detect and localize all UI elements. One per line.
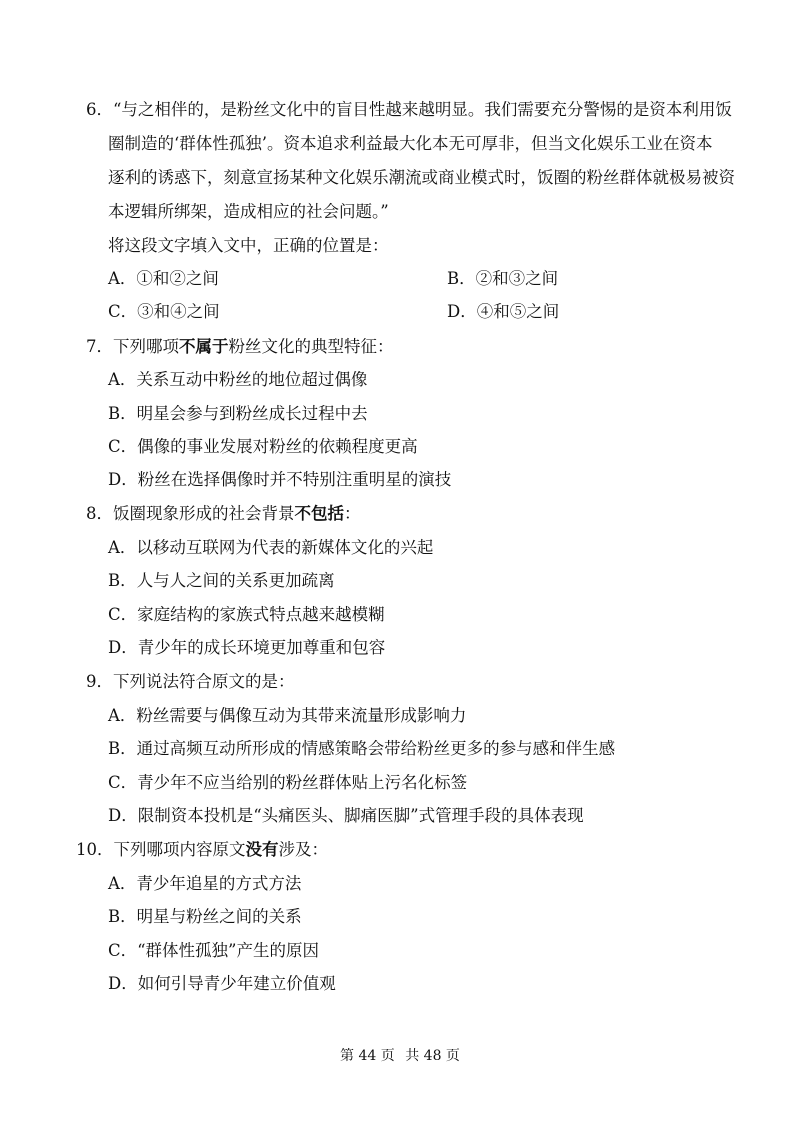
- q9-option-b: B．通过高频互动所形成的情感策略会带给粉丝更多的参与感和伴生感: [108, 739, 616, 758]
- q7-option-a: A．关系互动中粉丝的地位超过偶像: [108, 370, 368, 389]
- q8-stem-post: ：: [344, 504, 361, 523]
- q10-stem-emphasis: 没有: [245, 840, 279, 859]
- q8-option-a: A．以移动互联网为代表的新媒体文化的兴起: [108, 538, 434, 557]
- q6-option-d: D．④和⑤之间: [447, 302, 560, 321]
- q6-prompt: 将这段文字填入文中，正确的位置是：: [108, 236, 389, 255]
- q7-stem-pre: 7．下列哪项: [86, 337, 179, 356]
- q9-option-a: A．粉丝需要与偶像互动为其带来流量形成影响力: [108, 706, 467, 725]
- q10-option-b: B．明星与粉丝之间的关系: [108, 907, 302, 926]
- q9-option-d: D．限制资本投机是“头痛医头、脚痛医脚”式管理手段的具体表现: [108, 806, 584, 825]
- q10-stem: [76, 839, 328, 861]
- page-number: 第 44 页: [340, 1048, 395, 1064]
- q7-option-d: D．粉丝在选择偶像时并不特别注重明星的演技: [108, 470, 452, 489]
- q10-stem-post: 涉及：: [278, 840, 328, 859]
- q6-option-a: A．①和②之间: [108, 269, 219, 288]
- page-footer: [0, 1046, 800, 1066]
- q6-option-b: B．②和③之间: [447, 269, 559, 288]
- q10-option-a: A．青少年追星的方式方法: [108, 874, 302, 893]
- q8-stem-pre: 8．饭圈现象形成的社会背景: [86, 504, 295, 523]
- q10-stem-pre: 10．下列哪项内容原文: [76, 840, 246, 859]
- q9-option-c: C．青少年不应当给别的粉丝群体贴上污名化标签: [108, 773, 468, 792]
- q6-option-c: C．③和④之间: [108, 302, 220, 321]
- q7-stem: [86, 336, 394, 358]
- q7-stem-post: 粉丝文化的典型特征：: [228, 337, 394, 356]
- q10-option-d: D．如何引导青少年建立价值观: [108, 974, 336, 993]
- q8-stem: [86, 503, 361, 525]
- q7-stem-emphasis: 不属于: [179, 337, 229, 356]
- q8-option-d: D．青少年的成长环境更加尊重和包容: [108, 638, 386, 657]
- q6-line-1: 6．“与之相伴的，是粉丝文化中的盲目性越来越明显。我们需要充分警惕的是资本利用饭: [86, 100, 732, 119]
- q7-option-c: C．偶像的事业发展对粉丝的依赖程度更高: [108, 437, 418, 456]
- q8-stem-emphasis: 不包括: [294, 504, 344, 523]
- q6-line-3: 逐利的诱惑下，刻意宣扬某种文化娱乐潮流或商业模式时，饭圈的粉丝群体就极易被资: [108, 168, 735, 187]
- q7-option-b: B．明星会参与到粉丝成长过程中去: [108, 404, 368, 423]
- page-total: 共 48 页: [405, 1048, 460, 1064]
- q8-option-c: C．家庭结构的家族式特点越来越模糊: [108, 605, 385, 624]
- q6-line-4: 本逻辑所绑架，造成相应的社会问题。”: [108, 202, 389, 221]
- q6-line-2: 圈制造的‘群体性孤独’。资本追求利益最大化本无可厚非，但当文化娱乐工业在资本: [108, 134, 713, 153]
- q10-option-c: C．“群体性孤独”产生的原因: [108, 941, 319, 960]
- q9-stem: 9．下列说法符合原文的是：: [86, 672, 295, 691]
- q8-option-b: B．人与人之间的关系更加疏离: [108, 571, 335, 590]
